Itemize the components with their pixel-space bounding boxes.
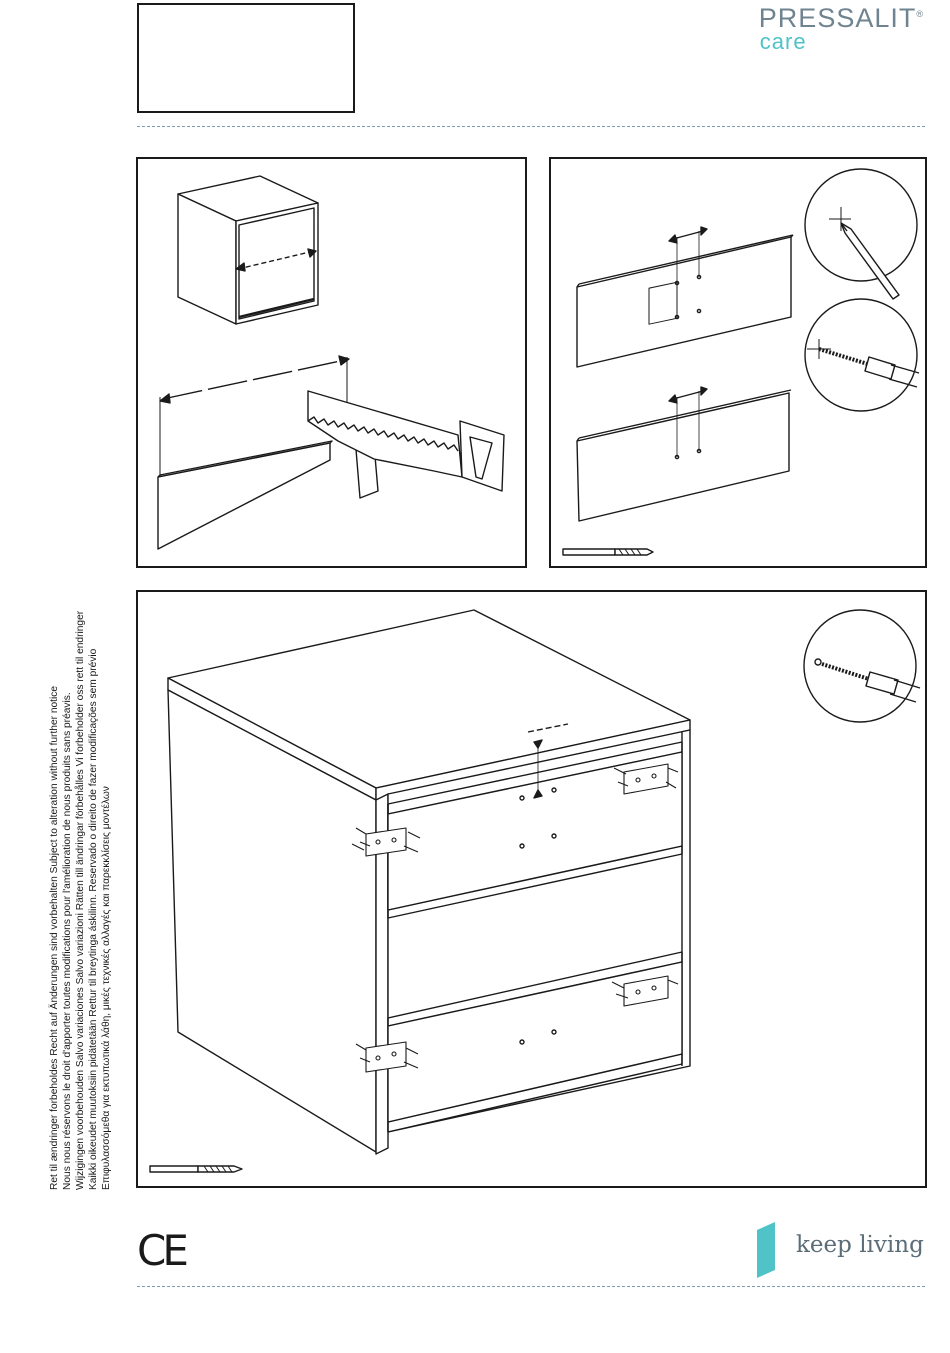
top-divider — [137, 126, 925, 127]
disclaimer-text — [48, 430, 113, 1190]
cabinet-icon — [178, 176, 318, 324]
step-assembly-panel — [136, 590, 927, 1188]
disclaimer-line: Ret til ændringer forbeholdes Recht auf Änderungen sind vorbehalten Subject to alteration without further notice — [49, 685, 60, 1190]
bottom-divider — [137, 1286, 925, 1287]
sub-brand: care — [759, 29, 807, 54]
disclaimer-line: Wijzigingen voorbehouden Salvo variaciones Salvo variazioni Rätten till ändringar förbehålles Vi forbeholder oss rett til endringer — [75, 610, 86, 1190]
keep-living-logo-mark — [755, 1222, 777, 1278]
measure-cut-illustration — [138, 159, 525, 566]
disclaimer-line: Επιφυλασσόμεθα για εκτυπωτικά λάθη, μικές τεχνικές αλλαγές και παρεκκλίσεις μοντέλων — [101, 786, 112, 1190]
step-mark-and-drill-panel — [549, 157, 927, 568]
mark-drill-illustration — [551, 159, 925, 566]
teal-flag-icon — [755, 1222, 777, 1278]
drill-detail-icon — [804, 610, 920, 722]
pencil-detail-icon — [805, 169, 917, 299]
label-box — [137, 3, 355, 113]
upper-board-icon — [577, 227, 793, 367]
disclaimer-line: Kaikki oikeudet muutoksiin pidätetään Rettur til breytinga áskilinn. Reservado o direito de fazer modificações sem prévio — [88, 648, 99, 1190]
pressalit-care-logo — [759, 0, 924, 52]
drill-bit-icon — [563, 549, 653, 555]
assembly-illustration — [138, 592, 925, 1186]
brand-name: PRESSALIT® — [758, 3, 924, 33]
tagline: keep living — [796, 1232, 924, 1258]
drill-detail-icon — [805, 299, 919, 411]
step-measure-and-cut-panel — [136, 157, 527, 568]
ce-mark: CE — [137, 1226, 185, 1275]
disclaimer-line: Nous nous réservons le droit d'apporter toutes modifications pour l'amélioration de nous produits sans préavis. — [62, 692, 73, 1190]
saw-icon — [308, 391, 504, 491]
lower-board-icon — [577, 387, 791, 521]
registered-mark: ® — [916, 9, 924, 19]
drill-bit-icon — [150, 1166, 242, 1172]
